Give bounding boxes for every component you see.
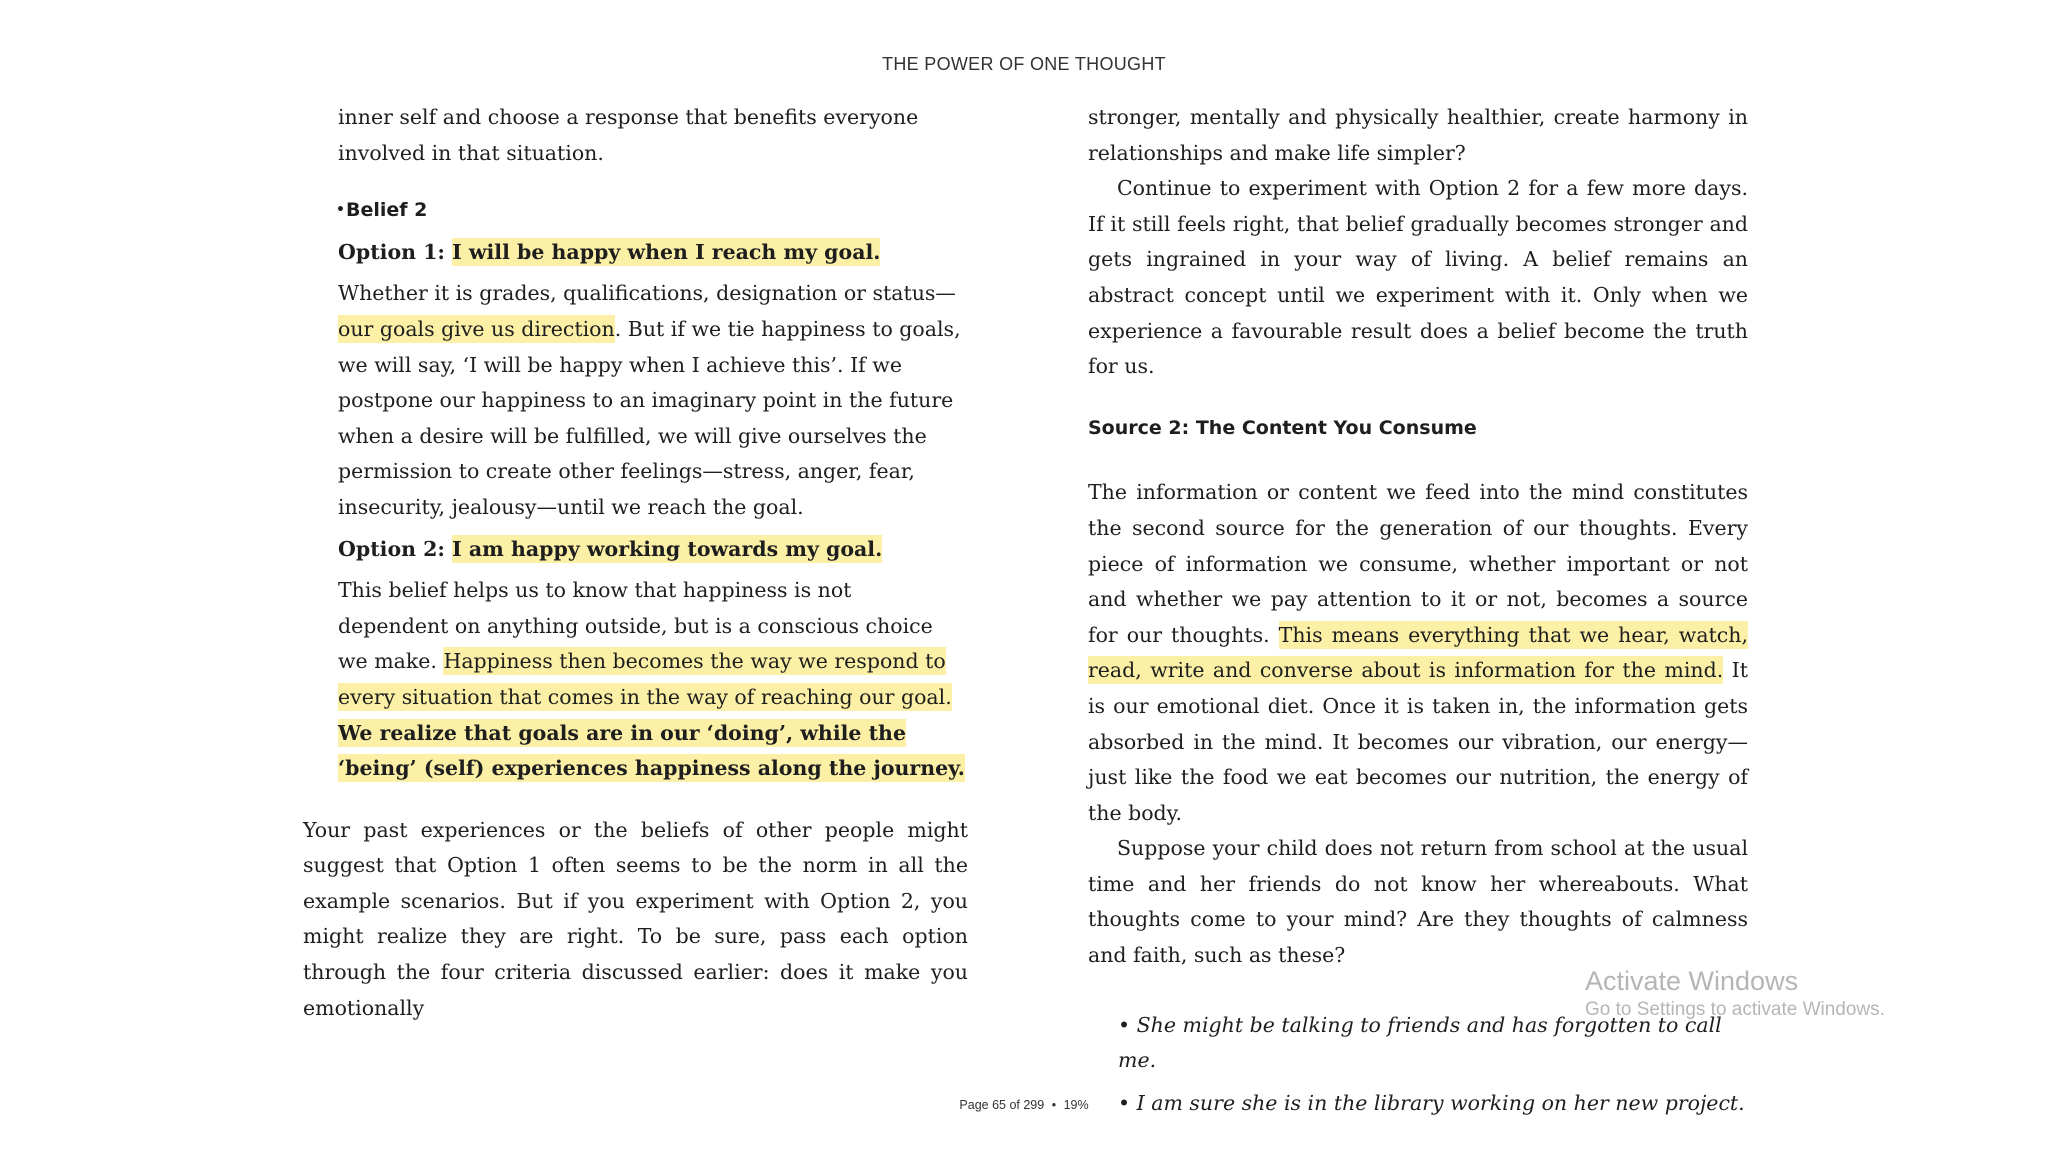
p3-highlight[interactable]: Happiness then becomes the way we respond to every situation that comes in the way of reaching our goal.: [338, 649, 952, 709]
left-paragraph-4: Your past experiences or the beliefs of other people might suggest that Option 1 often seems to be the norm in all the example scenarios. But if you experiment with Option 2, you might realize they are right. To be sure, pass each option through the four criteria discussed earlier: does it make you emotionally: [303, 817, 968, 1020]
option-1: [303, 235, 983, 271]
option-2: [303, 532, 983, 568]
r-p3-post: It is our emotional diet. Once it is taken in, the information gets absorbed in the mind. It becomes our vibration, our energy—just like the food we eat becomes our nutrition, the energy of the body.: [1088, 658, 1748, 825]
reading-progress: 19%: [1063, 1098, 1089, 1112]
p3-highlight-bold[interactable]: We realize that goals are in our ‘doing’, while the ‘being’ (self) experiences happiness along the journey.: [338, 720, 965, 781]
bullet-1-text: She might be talking to friends and has forgotten to call me.: [1118, 1012, 1722, 1073]
book-title: THE POWER OF ONE THOUGHT: [882, 54, 1166, 74]
right-paragraph-1: stronger, mentally and physically healthier, create harmony in relationships and make life simpler?: [1088, 105, 1748, 165]
option-2-label: Option 2:: [338, 536, 453, 561]
p2-pre: Whether it is grades, qualifications, designation or status—: [338, 281, 956, 306]
option-2-text[interactable]: I am happy working towards my goal.: [452, 536, 883, 561]
option-1-text[interactable]: I will be happy when I reach my goal.: [452, 239, 881, 264]
page-footer: [0, 1098, 2048, 1112]
p2-post: . But if we tie happiness to goals, we will say, ‘I will be happy when I achieve this’. If we postpone our happiness to an imaginary point in the future when a desire will be fulfilled, we will give ourselves the permission to create other feelings—stress, anger, fear, insecurity, jealousy—until we reach the goal.: [338, 316, 961, 519]
watermark-title: Activate Windows: [1585, 966, 1799, 996]
p3-pre: This belief helps us to know that happiness is not dependent on anything outside, but is a conscious choice we make.: [338, 578, 933, 674]
left-page-column: [303, 100, 983, 1026]
left-paragraph-2: [303, 276, 978, 525]
belief-heading-text: Belief 2: [346, 199, 428, 222]
footer-separator: •: [1051, 1098, 1057, 1112]
bullet-dot: •: [1118, 1012, 1131, 1037]
right-paragraph-3: [1088, 475, 1748, 831]
right-paragraph-2: Continue to experiment with Option 2 for a few more days. If it still feels right, that belief gradually becomes stronger and gets ingrained in your way of living. A belief remains an abstract concept until we experiment with it. Only when we experience a favourable result does a belief become the truth for us.: [1088, 176, 1748, 379]
right-paragraph-4: Suppose your child does not return from school at the usual time and her friends do not know her whereabouts. What thoughts come to your mind? Are they thoughts of calmness and faith, such as these?: [1088, 836, 1748, 968]
page-number: Page 65 of 299: [959, 1098, 1045, 1112]
bullet-2-text: I am sure she is in the library working on her new project.: [1136, 1090, 1745, 1115]
bullet-dot: •: [1118, 1090, 1131, 1115]
left-paragraph-1: inner self and choose a response that benefits everyone involved in that situation.: [338, 105, 919, 165]
left-paragraph-3: [303, 573, 968, 787]
option-1-label: Option 1:: [338, 239, 453, 264]
watermark-subtitle: Go to Settings to activate Windows.: [1585, 999, 1885, 1020]
belief-heading: [303, 193, 983, 229]
bullet-dot: •: [336, 202, 345, 219]
activate-windows-watermark: [1585, 965, 1885, 1023]
p2-highlight[interactable]: our goals give us direction: [338, 316, 615, 341]
r-p3-pre: The information or content we feed into the mind constitutes the second source for the generation of our thoughts. Every piece of information we consume, whether important or not and whether we pay attention to it or not, becomes a source for our thoughts.: [1088, 480, 1748, 647]
r-p3-highlight[interactable]: This means everything that we hear, watch, read, write and converse about is information for the mind.: [1088, 622, 1748, 683]
source-heading: Source 2: The Content You Consume: [1088, 416, 1477, 439]
